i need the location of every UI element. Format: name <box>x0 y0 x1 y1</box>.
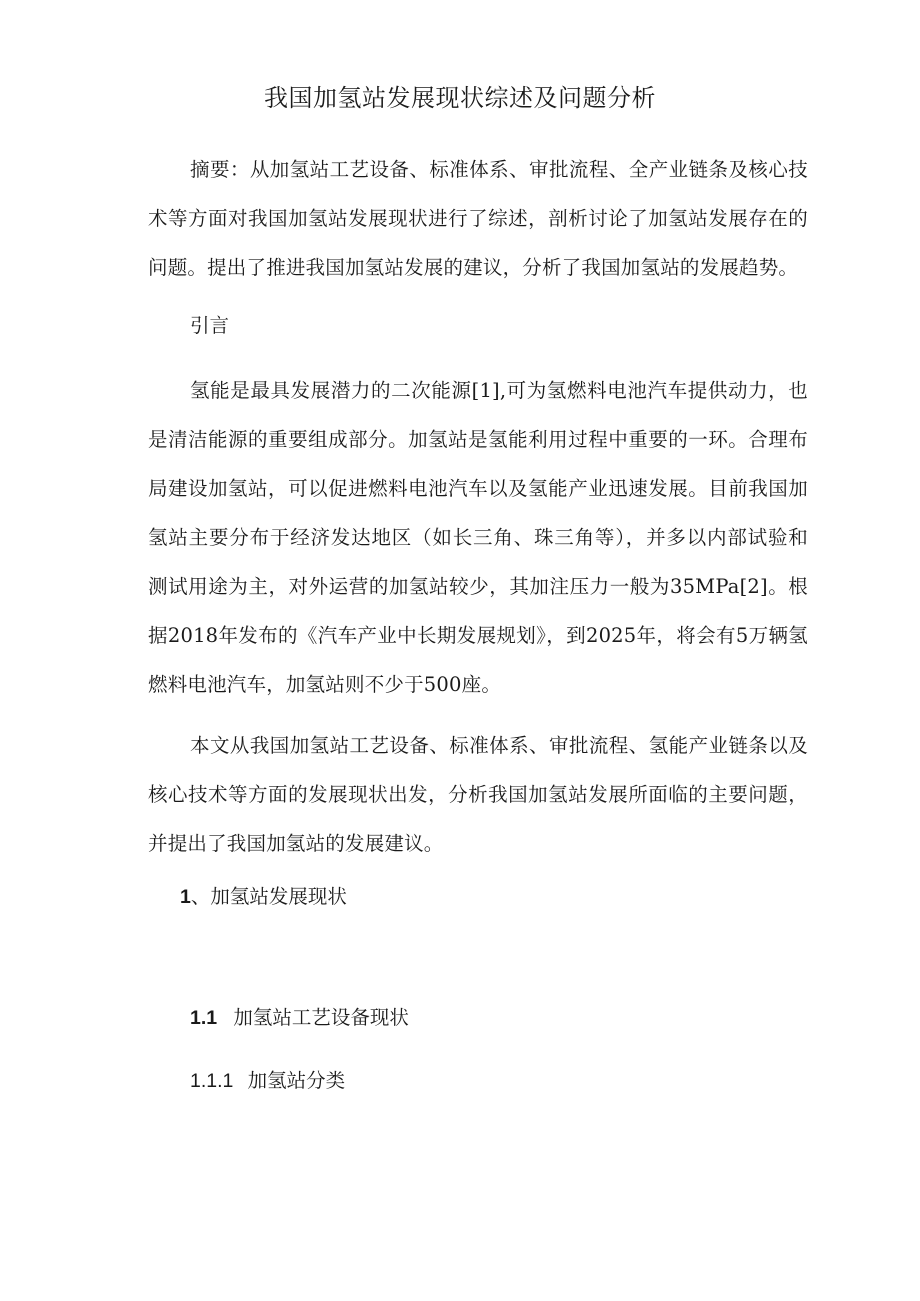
intro-paragraph: 氢能是最具发展潜力的二次能源[1],可为氢燃料电池汽车提供动力，也是清洁能源的重要组成部分。加氢站是氢能利用过程中重要的一环。合理布局建设加氢站，可以促进燃料电池汽车以及氢能产业迅速发展。目前我国加氢站主要分布于经济发达地区（如长三角、珠三角等），并多以内部试验和测试用途为主，对外运营的加氢站较少，其加注压力一般为35MPa[2]。根据2018年发布的《汽车产业中长期发展规划》，到2025年，将会有5万辆氢燃料电池汽车，加氢站则不少于500座。 <box>148 379 808 696</box>
section-1-separator: 、 <box>190 885 211 908</box>
abstract-paragraph: 摘要：从加氢站工艺设备、标准体系、审批流程、全产业链条及核心技术等方面对我国加氢站发展现状进行了综述，剖析讨论了加氢站发展存在的问题。提出了推进我国加氢站发展的建议，分析了我国加氢站的发展趋势。 <box>148 158 808 279</box>
section-1-1-1-heading <box>190 1066 345 1096</box>
section-1-1-1-number: 1.1.1 <box>190 1070 234 1092</box>
section-1-number: 1 <box>180 886 191 908</box>
document-title: 我国加氢站发展现状综述及问题分析 <box>264 84 656 112</box>
section-1-1-1-title: 加氢站分类 <box>247 1069 346 1092</box>
scope-paragraph: 本文从我国加氢站工艺设备、标准体系、审批流程、氢能产业链条以及核心技术等方面的发展现状出发，分析我国加氢站发展所面临的主要问题，并提出了我国加氢站的发展建议。 <box>148 734 808 855</box>
section-1-title: 加氢站发展现状 <box>210 885 347 908</box>
section-1-1-heading <box>190 1003 409 1033</box>
section-1-1-title: 加氢站工艺设备现状 <box>233 1006 409 1029</box>
section-1-heading <box>180 882 347 912</box>
intro-heading: 引言 <box>190 314 230 337</box>
section-1-1-number: 1.1 <box>190 1007 218 1029</box>
